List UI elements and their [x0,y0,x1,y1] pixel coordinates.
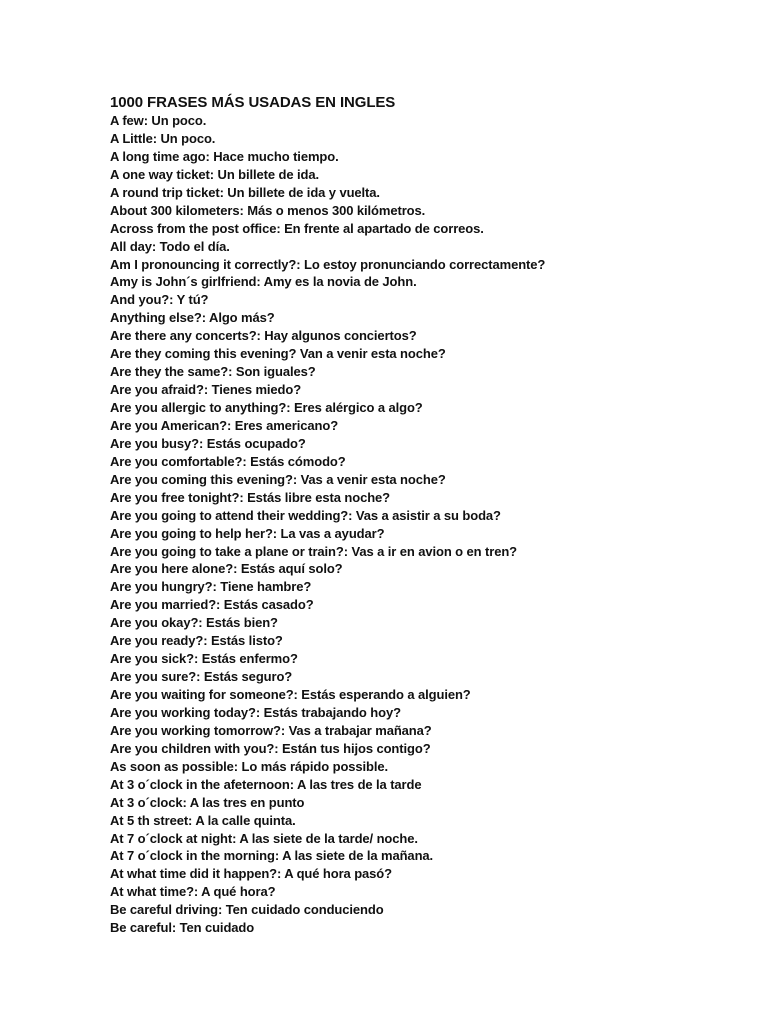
phrase-item: Are you going to help her?: La vas a ayudar? [110,525,385,541]
phrase-item: Amy is John´s girlfriend: Amy es la novia de John. [110,274,417,290]
phrase-item: Anything else?: Algo más? [110,310,275,326]
phrase-item: Are you free tonight?: Estás libre esta noche? [110,489,391,505]
phrase-item: A long time ago: Hace mucho tiempo. [110,148,339,164]
phrase-item: Are they the same?: Son iguales? [110,364,316,380]
phrase-item: Are you American?: Eres americano? [110,417,339,433]
phrase-item: Are you going to take a plane or train?: Vas a ir en avion o en tren? [110,543,518,559]
phrase-item: All day: Todo el día. [110,238,230,254]
phrase-item: At what time did it happen?: A qué hora pasó? [110,866,392,882]
phrase-item: Are you sick?: Estás enfermo? [110,651,298,667]
phrase-item: At 3 o´clock: A las tres en punto [110,794,305,810]
phrase-item: About 300 kilometers: Más o menos 300 kilómetros. [110,202,426,218]
phrase-item: Be careful: Ten cuidado [110,920,255,936]
phrase-item: Are you afraid?: Tienes miedo? [110,382,302,398]
phrase-item: Are you married?: Estás casado? [110,597,314,613]
phrase-item: At what time?: A qué hora? [110,884,276,900]
phrase-item: At 7 o´clock in the morning: A las siete de la mañana. [110,848,434,864]
phrase-item: Are you children with you?: Están tus hijos contigo? [110,740,431,756]
phrase-item: At 5 th street: A la calle quinta. [110,812,296,828]
phrase-item: A few: Un poco. [110,113,207,128]
phrase-item: Are you here alone?: Estás aquí solo? [110,561,343,577]
phrase-item: Are you busy?: Estás ocupado? [110,435,306,451]
phrase-item: And you?: Y tú? [110,292,209,308]
phrase-item: A one way ticket: Un billete de ida. [110,166,320,182]
phrase-item: Are you coming this evening?: Vas a venir esta noche? [110,471,446,487]
phrase-item: Are you going to attend their wedding?: Vas a asistir a su boda? [110,507,501,523]
phrase-item: Be careful driving: Ten cuidado conduciendo [110,902,384,918]
phrase-item: Across from the post office: En frente al apartado de correos. [110,220,484,236]
phrase-list [110,112,750,937]
phrase-item: Are you comfortable?: Estás cómodo? [110,453,346,469]
phrase-item: Are you okay?: Estás bien? [110,615,278,631]
phrase-item: Are you sure?: Estás seguro? [110,669,293,685]
phrase-item: Are you hungry?: Tiene hambre? [110,579,312,595]
phrase-item: As soon as possible: Lo más rápido possible. [110,758,389,774]
phrase-item: Are you allergic to anything?: Eres alérgico a algo? [110,400,423,415]
phrase-item: A round trip ticket: Un billete de ida y vuelta. [110,184,380,200]
phrase-item: Are you working tomorrow?: Vas a trabajar mañana? [110,722,432,738]
phrase-item: A Little: Un poco. [110,130,216,146]
document-title: 1000 FRASES MÁS USADAS EN INGLES [110,94,396,111]
phrase-item: Are there any concerts?: Hay algunos conciertos? [110,328,417,344]
phrase-item: Am I pronouncing it correctly?: Lo estoy pronunciando correctamente? [110,256,546,272]
phrase-item: At 7 o´clock at night: A las siete de la tarde/ noche. [110,830,418,846]
phrase-item: Are you working today?: Estás trabajando hoy? [110,704,401,720]
phrase-item: Are you ready?: Estás listo? [110,633,283,649]
document-content [110,94,750,937]
phrase-item: Are they coming this evening? Van a venir esta noche? [110,346,446,362]
phrase-item: At 3 o´clock in the afeternoon: A las tres de la tarde [110,776,422,792]
phrase-item: Are you waiting for someone?: Estás esperando a alguien? [110,687,471,702]
